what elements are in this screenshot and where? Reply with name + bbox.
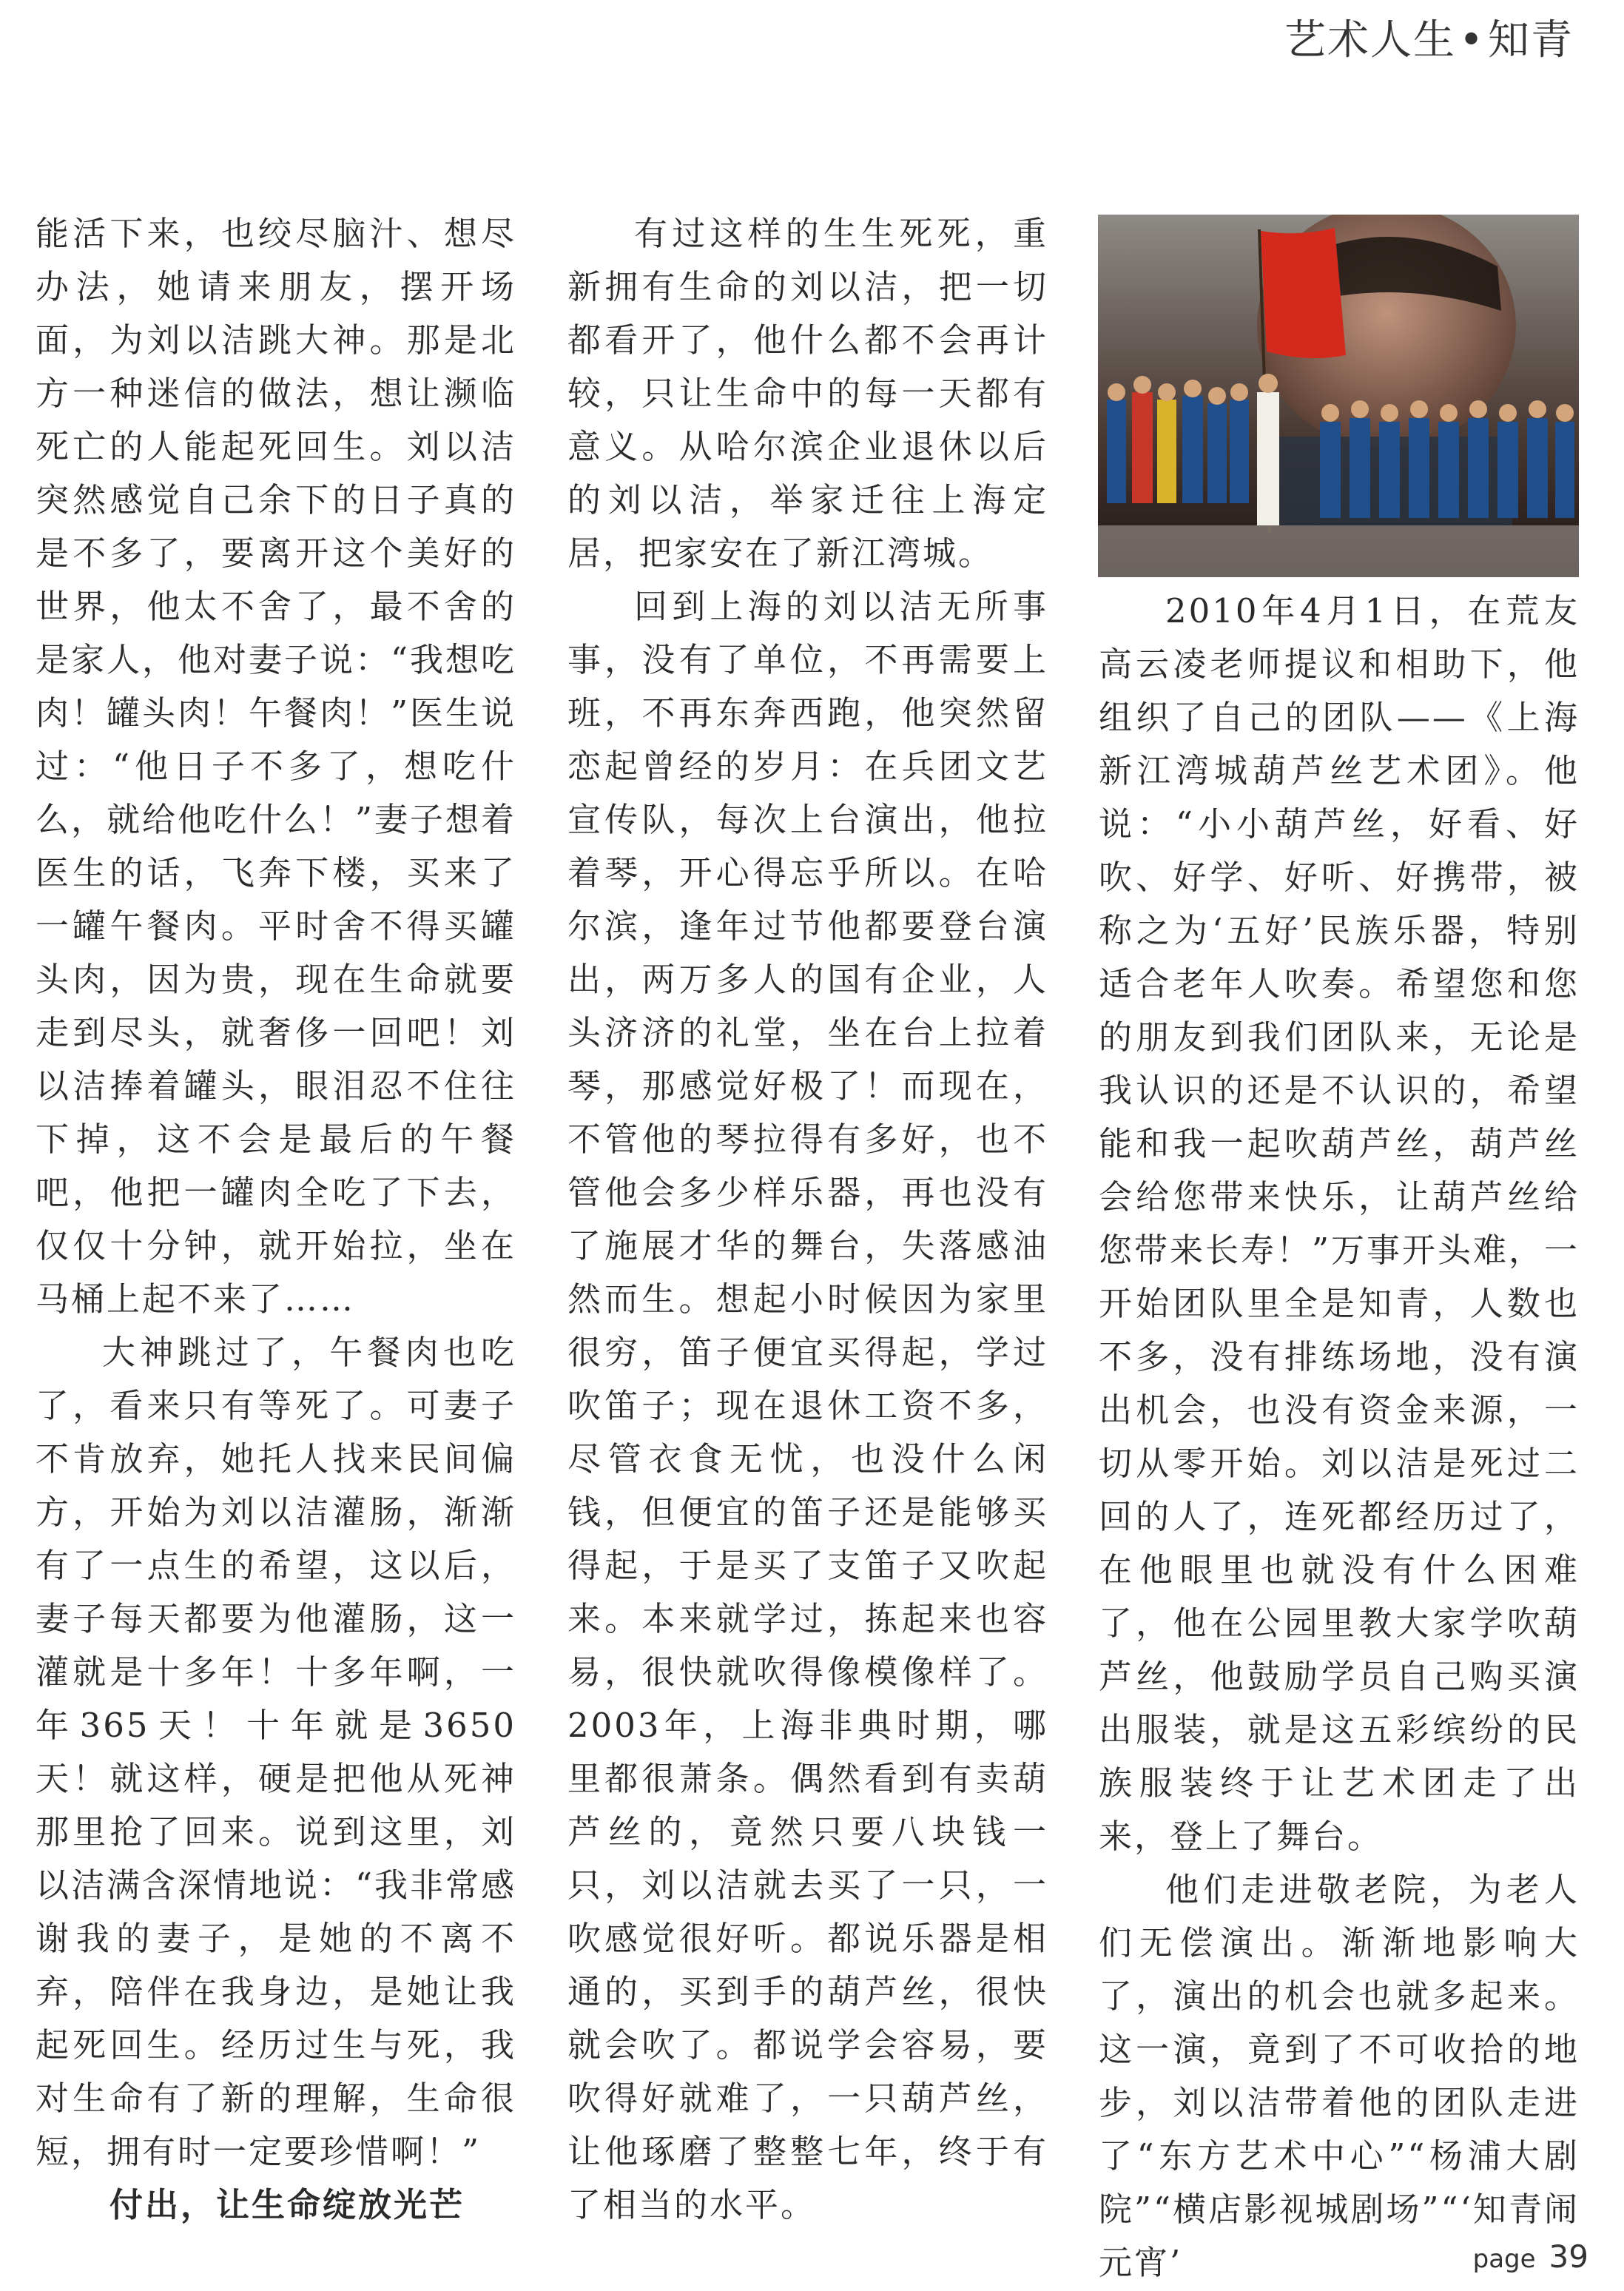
stage-floor [1098,525,1579,577]
running-head [1284,7,1574,67]
article-column-right [1099,585,1580,2290]
section-heading: 付出，让生命绽放光芒 [109,2185,465,2224]
page-number [1473,2238,1588,2275]
article-column-left [36,207,516,2232]
paragraph: 他们走进敬老院，为老人们无偿演出。渐渐地影响大了，演出的机会也就多起来。这一演，竟到了不可收拾的地步，刘以洁带着他的团队走进了“东方艺术中心”“杨浦大剧院”“横店影视城剧场”“‘知青闹元宵’ [1099,1870,1580,2282]
paragraph: 回到上海的刘以洁无所事事，没有了单位，不再需要上班，不再东奔西跑，他突然留恋起曾经的岁月：在兵团文艺宣传队，每次上台演出，他拉着琴，开心得忘乎所以。在哈尔滨，逢年过节他都要登台演出，两万多人的国有企业，人头济济的礼堂，坐在台上拉着琴，那感觉好极了！而现在，不管他的琴拉得有多好，也不管他会多少样乐器，再也没有了施展才华的舞台，失落感油然而生。想起小时候因为家里很穷，笛子便宜买得起，学过吹笛子；现在退休工资不多，尽管衣食无忧，也没什么闲钱，但便宜的笛子还是能够买得起，于是买了支笛子又吹起来。本来就学过，拣起来也容易，很快就吹得像模像样了。2003年，上海非典时期，哪里都很萧条。偶然看到有卖葫芦丝的，竟然只要八块钱一只，刘以洁就去买了一只，一吹感觉很好听。都说乐器是相通的，买到手的葫芦丝，很快就会吹了。都说学会容易，要吹得好就难了，一只葫芦丝，让他琢磨了整整七年，终于有了相当的水平。 [567,587,1048,2224]
stage-performance-photo [1098,215,1579,577]
running-head-subsection: 知青 [1488,16,1574,64]
lead-performer [1257,392,1279,525]
paragraph: 能活下来，也绞尽脑汁、想尽办法，她请来朋友，摆开场面，为刘以洁跳大神。那是北方一种迷信的做法，想让濒临死亡的人能起死回生。刘以洁突然感觉自己余下的日子真的是不多了，要离开这个美好的世界，他太不舍了，最不舍的是家人，他对妻子说：“我想吃肉！罐头肉！午餐肉！”医生说过：“他日子不多了，想吃什么，就给他吃什么！”妻子想着医生的话，飞奔下楼，买来了一罐午餐肉。平时舍不得买罐头肉，因为贵，现在生命就要走到尽头，就奢侈一回吧！刘以洁捧着罐头，眼泪忍不住往下掉，这不会是最后的午餐吧，他把一罐肉全吃了下去，仅仅十分钟，就开始拉，坐在马桶上起不来了…… [36,214,517,1319]
photo-illustration [1098,215,1579,577]
paragraph: 2010年4月1日，在荒友高云凌老师提议和相助下，他组织了自己的团队——《上海新江湾城葫芦丝艺术团》。他说：“小小葫芦丝，好看、好吹、好学、好听、好携带，被称之为‘五好’民族乐器，特别适合老年人吹奏。希望您和您的朋友到我们团队来，无论是我认识的还是不认识的，希望能和我一起吹葫芦丝，葫芦丝会给您带来快乐，让葫芦丝给您带来长寿！”万事开头难，一开始团队里全是知青，人数也不多，没有排练场地，没有演出机会，也没有资金来源，一切从零开始。刘以洁是死过二回的人了，连死都经历过了，在他眼里也就没有什么困难了，他在公园里教大家学吹葫芦丝，他鼓励学员自己购买演出服装，就是这五彩缤纷的民族服装终于让艺术团走了出来，登上了舞台。 [1099,591,1580,1856]
page-label: page [1472,2244,1536,2274]
red-flag [1261,228,1346,358]
article-column-middle [567,207,1048,2232]
paragraph: 大神跳过了，午餐肉也吃了，看来只有等死了。可妻子不肯放弃，她托人找来民间偏方，开始为刘以洁灌肠，渐渐有了一点生的希望，这以后，妻子每天都要为他灌肠，这一灌就是十多年！十多年啊，一年365天！十年就是3650天！就这样，硬是把他从死神那里抢了回来。说到这里，刘以洁满含深情地说：“我非常感谢我的妻子，是她的不离不弃，陪伴在我身边，是她让我起死回生。经历过生与死，我对生命有了新的理解，生命很短，拥有时一定要珍惜啊！” [36,1333,517,2171]
performer-group-right [1320,418,1574,518]
running-head-separator: • [1458,16,1485,64]
page-number-value: 39 [1549,2238,1588,2275]
paragraph: 有过这样的生生死死，重新拥有生命的刘以洁，把一切都看开了，他什么都不会再计较，只让生命中的每一天都有意义。从哈尔滨企业退休以后的刘以洁，举家迁往上海定居，把家安在了新江湾城。 [567,214,1048,573]
running-head-section: 艺术人生 [1284,16,1456,64]
